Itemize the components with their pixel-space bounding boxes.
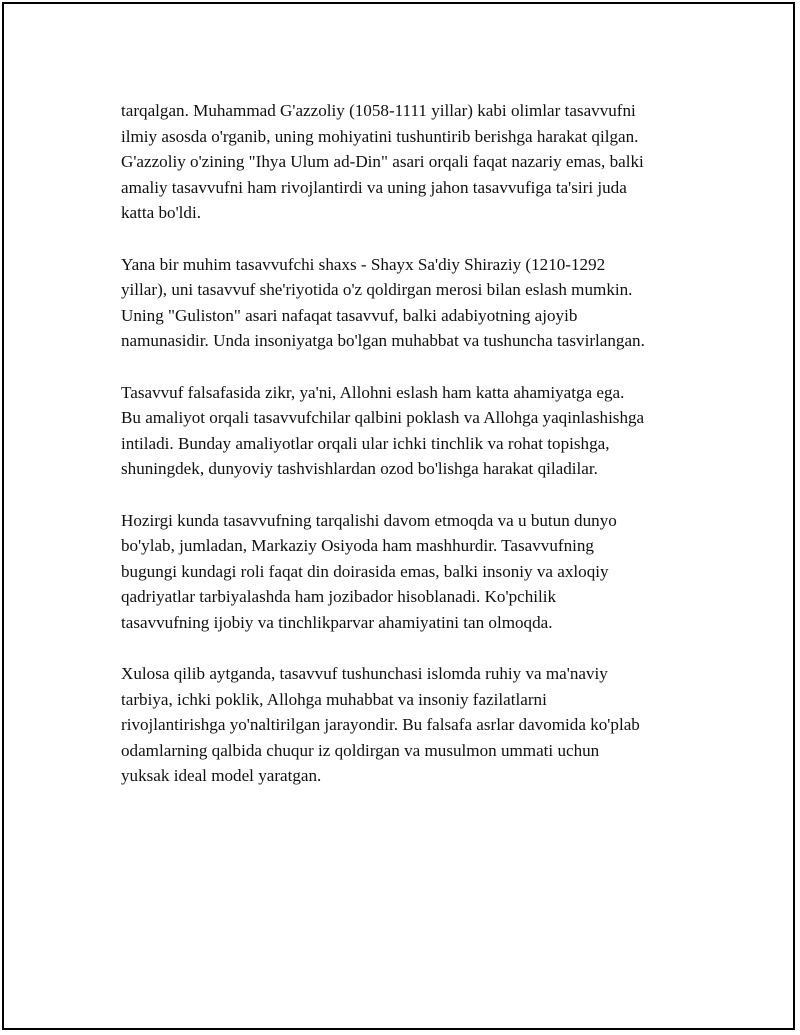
paragraph-conclusion <box>121 661 693 789</box>
text-line: yillar), uni tasavvuf she'riyotida o'z qoldirgan merosi bilan eslash mumkin. <box>121 280 633 300</box>
text-line: tarbiya, ichki poklik, Allohga muhabbat va insoniy fazilatlarni <box>121 689 547 709</box>
paragraph-zikr <box>121 380 693 482</box>
text-line: bugungi kundagi roli faqat din doirasida emas, balki insoniy va axloqiy <box>121 561 609 581</box>
page-frame <box>2 2 795 1030</box>
text-line: Bu amaliyot orqali tasavvufchilar qalbini poklash va Allohga yaqinlashishga <box>121 408 645 428</box>
text-line: shuningdek, dunyoviy tashvishlardan ozod bo'lishga harakat qiladilar. <box>121 459 598 479</box>
text-line: intiladi. Bunday amaliyotlar orqali ular ichki tinchlik va rohat topishga, <box>121 433 610 453</box>
paragraph-ghazali <box>121 98 693 226</box>
text-line: tasavvufning ijobiy va tinchlikparvar ahamiyatini tan olmoqda. <box>121 612 553 632</box>
text-line: qadriyatlar tarbiyalashda ham jozibador hisoblanadi. Ko'pchilik <box>121 587 557 607</box>
text-line: Tasavvuf falsafasida zikr, ya'ni, Allohni eslash ham katta ahamiyatga ega. <box>121 382 625 402</box>
text-line: Xulosa qilib aytganda, tasavvuf tushunchasi islomda ruhiy va ma'naviy <box>121 664 608 684</box>
text-line: bo'ylab, jumladan, Markaziy Osiyoda ham mashhurdir. Tasavvufning <box>121 536 594 556</box>
text-line: ilmiy asosda o'rganib, uning mohiyatini tushuntirib berishga harakat qilgan. <box>121 126 639 146</box>
text-line: amaliy tasavvufni ham rivojlantirdi va uning jahon tasavvufiga ta'siri juda <box>121 177 627 197</box>
text-line: Uning "Guliston" asari nafaqat tasavvuf, balki adabiyotning ajoyib <box>121 305 578 325</box>
text-line: tarqalgan. Muhammad G'azzoliy (1058-1111 yillar) kabi olimlar tasavvufni <box>121 101 636 120</box>
text-line: odamlarning qalbida chuqur iz qoldirgan va musulmon ummati uchun <box>121 740 600 760</box>
text-line: G'azzoliy o'zining "Ihya Ulum ad-Din" asari orqali faqat nazariy emas, balki <box>121 152 644 172</box>
document-body <box>121 98 693 815</box>
text-line: katta bo'ldi. <box>121 203 201 223</box>
paragraph-saadi <box>121 252 693 354</box>
paragraph-modern <box>121 508 693 636</box>
text-line: Yana bir muhim tasavvufchi shaxs - Shayx Sa'diy Shiraziy (1210-1292 <box>121 254 606 274</box>
text-line: rivojlantirishga yo'naltirilgan jarayondir. Bu falsafa asrlar davomida ko'plab <box>121 715 640 735</box>
text-line: yuksak ideal model yaratgan. <box>121 766 322 786</box>
text-line: Hozirgi kunda tasavvufning tarqalishi davom etmoqda va u butun dunyo <box>121 510 617 530</box>
text-line: namunasidir. Unda insoniyatga bo'lgan muhabbat va tushuncha tasvirlangan. <box>121 331 645 351</box>
